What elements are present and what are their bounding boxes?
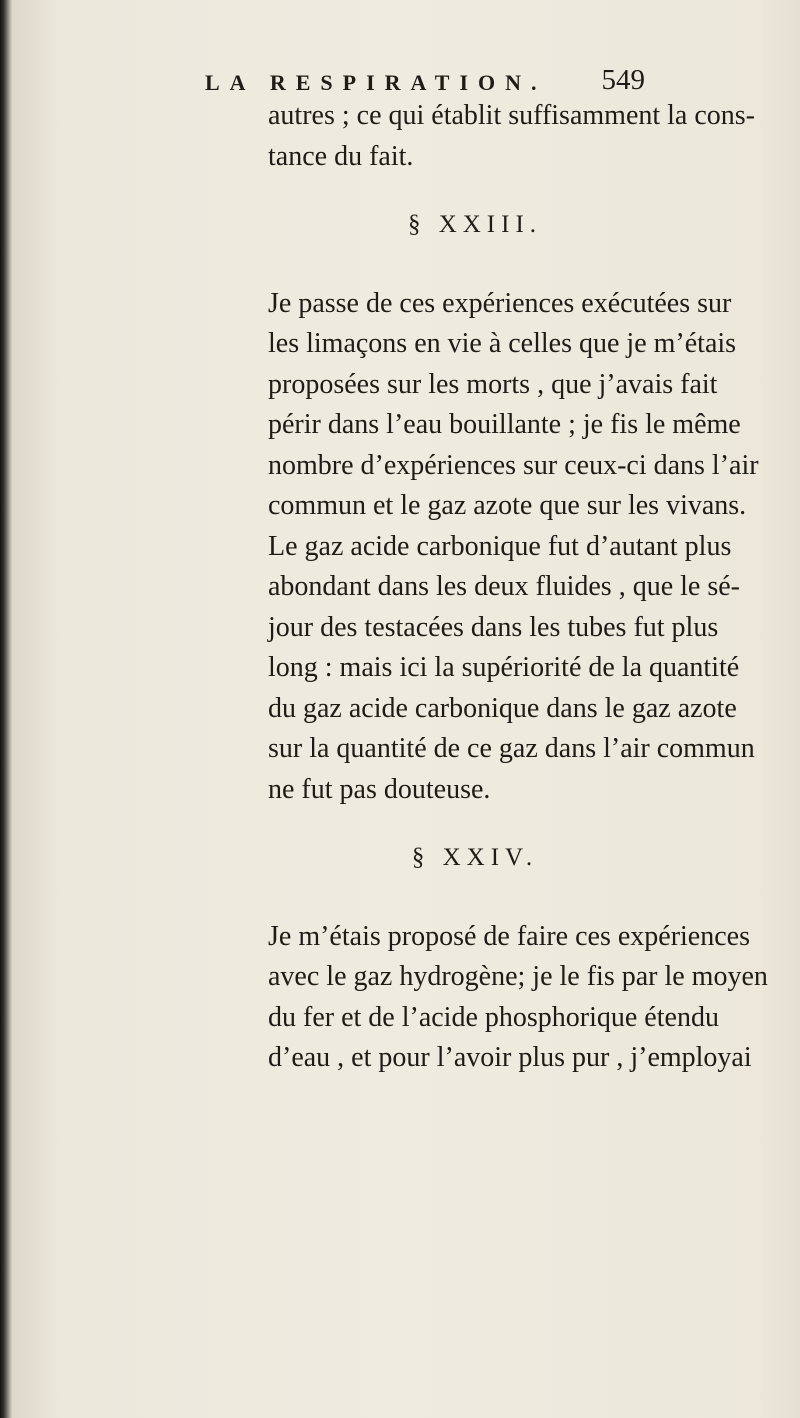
section-xxiv-paragraph — [268, 917, 768, 1079]
text-line: Je m’étais proposé de faire ces expériences — [268, 920, 750, 952]
section-heading-xxiv: § XXIV. — [411, 844, 539, 871]
text-line: proposées sur les morts , que j’avais fait — [268, 368, 718, 400]
text-line: Je passe de ces expériences exécutées sur — [268, 287, 732, 319]
text-line: périr dans l’eau bouillante ; je fis le même — [268, 409, 741, 440]
text-line: nombre d’expériences sur ceux-ci dans l’air — [268, 449, 759, 481]
body-text — [268, 96, 768, 1079]
text-line: du gaz acide carbonique dans le gaz azote — [268, 692, 737, 724]
binding-edge — [0, 0, 12, 1418]
section-xxiii-paragraph — [268, 284, 759, 811]
paragraph-intro — [268, 96, 756, 177]
section-heading-xxiii: § XXIII. — [407, 211, 543, 238]
text-line: avec le gaz hydrogène; je le fis par le moyen — [268, 961, 768, 992]
text-line: sur la quantité de ce gaz dans l’air commun — [268, 733, 755, 764]
page-number: 549 — [601, 64, 645, 96]
text-line: tance du fait. — [268, 140, 414, 172]
text-line: abondant dans les deux fluides , que le sé- — [268, 571, 740, 602]
text-line: d’eau , et pour l’avoir plus pur , j’employai — [268, 1042, 752, 1073]
text-line: autres ; ce qui établit suffisamment la cons- — [268, 100, 756, 131]
text-line: long : mais ici la supériorité de la quantité — [268, 652, 740, 683]
text-line: ne fut pas douteuse. — [268, 773, 491, 805]
text-line: du fer et de l’acide phosphorique étendu — [268, 1001, 719, 1033]
text-line: Le gaz acide carbonique fut d’autant plus — [268, 530, 732, 562]
text-line: commun et le gaz azote que sur les vivans. — [268, 490, 747, 521]
text-line: les limaçons en vie à celles que je m’étais — [268, 328, 737, 359]
text-line: jour des testacées dans les tubes fut plus — [268, 611, 719, 643]
running-head: LA RESPIRATION. — [205, 70, 547, 95]
